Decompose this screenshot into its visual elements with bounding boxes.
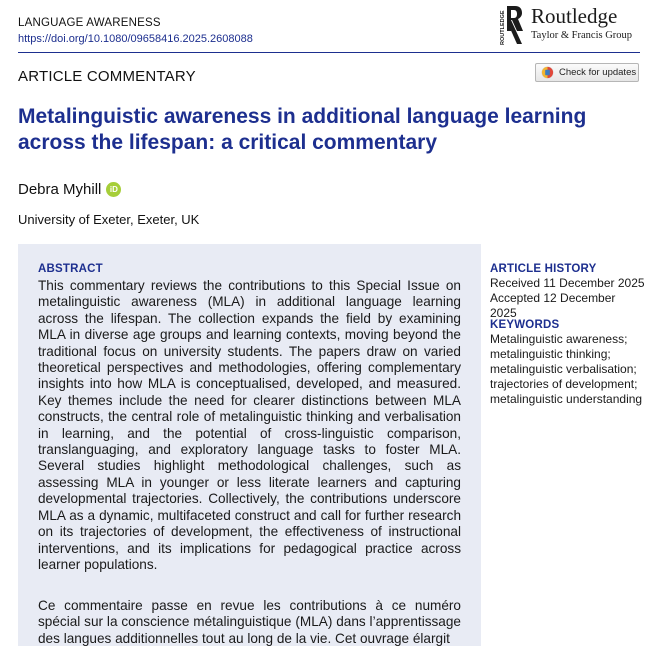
routledge-logo-icon bbox=[497, 4, 525, 46]
abstract-heading: ABSTRACT bbox=[38, 263, 103, 275]
keywords-section bbox=[490, 318, 645, 407]
article-history-heading: ARTICLE HISTORY bbox=[490, 263, 597, 275]
keywords-heading: KEYWORDS bbox=[490, 319, 560, 331]
check-for-updates-button[interactable] bbox=[535, 63, 639, 82]
journal-name: LANGUAGE AWARENESS bbox=[18, 17, 161, 29]
header-rule bbox=[18, 52, 640, 53]
crossmark-icon bbox=[541, 66, 554, 79]
article-type: ARTICLE COMMENTARY bbox=[18, 68, 196, 85]
publisher-logo[interactable] bbox=[497, 4, 632, 46]
received-date: Received 11 December 2025 bbox=[490, 276, 645, 290]
publisher-name: Routledge bbox=[531, 4, 618, 28]
abstract-text-french: Ce commentaire passe en revue les contributions à ce numéro spécial sur la conscience métalinguistique (MLA) dans l’apprentissage des langues additionnelles tout au long de la vie. Cet ouvrage élargit bbox=[38, 598, 461, 646]
check-for-updates-label: Check for updates bbox=[559, 67, 637, 78]
author-affiliation: University of Exeter, Exeter, UK bbox=[18, 212, 200, 227]
article-title: Metalinguistic awareness in additional language learning across the lifespan: a critical commentary bbox=[18, 105, 587, 154]
abstract-text-english: This commentary reviews the contributions to this Special Issue on metalinguistic awareness (MLA) in additional language learning across the lifespan. The collection expands the field by examining MLA in diverse age groups and learning contexts, moving beyond the traditional focus on university students. The papers draw on varied theoretical perspectives and methodologies, offering complementary insights into how MLA is conceptualised, developed, and measured. Key themes include the need for clearer distinctions between MLA constructs, the central role of metalinguistic thinking and verbalisation in learning, and the potential of cross-linguistic comparison, translanguaging, and exploratory language tasks to foster MLA. Several studies highlight methodological challenges, such as assessing MLA in younger or less literate learners and capturing developmental trajectories. Collectively, the contributions underscore MLA as a dynamic, multifaceted construct and call for further research on its trajectories of development, the effectiveness of instructional interventions, and its implications for pedagogical practice across learner populations. bbox=[38, 278, 461, 572]
publisher-subtitle: Taylor & Francis Group bbox=[531, 30, 633, 41]
accepted-date: Accepted 12 December 2025 bbox=[490, 291, 616, 320]
author-name[interactable]: Debra Myhill bbox=[18, 181, 102, 198]
orcid-icon[interactable]: iD bbox=[106, 182, 121, 197]
keywords-text: Metalinguistic awareness; metalinguistic thinking; metalinguistic verbalisation; trajectories of development; metalinguistic understanding bbox=[490, 332, 643, 406]
svg-text:ROUTLEDGE: ROUTLEDGE bbox=[500, 10, 506, 45]
article-history bbox=[490, 262, 645, 321]
doi-link[interactable]: https://doi.org/10.1080/09658416.2025.2608088 bbox=[18, 33, 253, 45]
